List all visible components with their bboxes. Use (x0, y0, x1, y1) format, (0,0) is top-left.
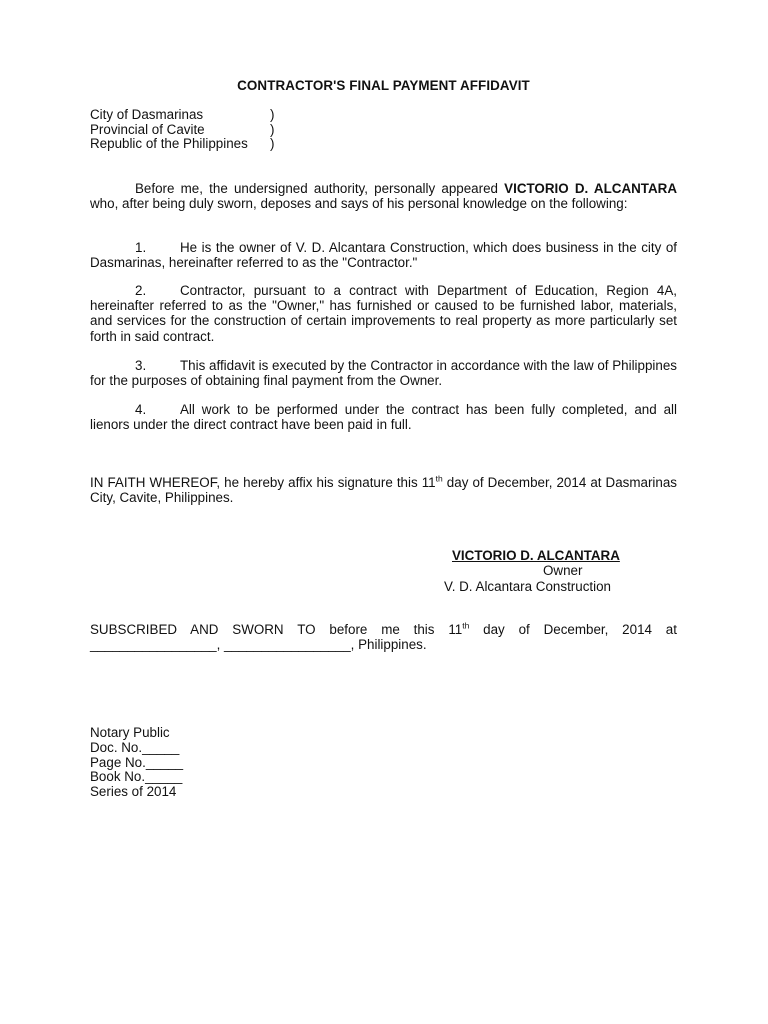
item-text: He is the owner of V. D. Alcantara Construction, which does business in the city of Dasmarinas, hereinafter referred to as the "Contractor." (90, 240, 677, 271)
signatory-company: V. D. Alcantara Construction (444, 578, 611, 594)
notary-public-label: Notary Public (90, 725, 170, 740)
venue-paren: ) (270, 136, 275, 152)
venue-city: City of Dasmarinas (90, 107, 204, 122)
venue-line-city (90, 108, 290, 123)
intro-after: who, after being duly sworn, deposes and says of his personal knowledge on the following: (90, 196, 628, 212)
item-number: 3. (135, 358, 147, 373)
venue-line-province (90, 123, 290, 138)
subscribed-superscript: th (462, 620, 470, 631)
item-3 (90, 358, 677, 388)
faith-before: IN FAITH WHEREOF, he hereby affix his signature this 11 (90, 475, 436, 490)
affiant-name: VICTORIO D. ALCANTARA (504, 181, 677, 196)
item-text: All work to be performed under the contract has been fully completed, and all lienors under the direct contract have been paid in full. (90, 402, 677, 433)
faith-superscript: th (435, 473, 443, 484)
book-no-line: Book No._____ (90, 769, 183, 785)
item-text: Contractor, pursuant to a contract with Department of Education, Region 4A, hereinafter referred to as the "Owner," has furnished or caused to be furnished labor, materials, and services for the construction of certain improvements to real property as more particularly set forth in said contract. (90, 283, 677, 344)
item-text: This affidavit is executed by the Contractor in accordance with the law of Philippines for the purposes of obtaining final payment from the Owner. (90, 358, 677, 389)
venue-line-republic (90, 137, 290, 152)
venue-paren: ) (270, 107, 275, 122)
subscribed-after: day of December, 2014 at _________________, _________________, Philippines. (90, 622, 677, 653)
item-4 (90, 402, 677, 432)
venue-block (90, 108, 290, 152)
signatory-name: VICTORIO D. ALCANTARA (452, 548, 620, 563)
venue-republic: Republic of the Philippines (90, 136, 248, 152)
faith-after: day of December, 2014 at Dasmarinas City, Cavite, Philippines. (90, 475, 677, 506)
intro-before: Before me, the undersigned authority, personally appeared (135, 181, 505, 196)
item-1 (90, 240, 677, 270)
intro-paragraph (90, 181, 677, 211)
item-number: 4. (135, 402, 147, 417)
subscribed-before: SUBSCRIBED AND SWORN TO before me this 11 (90, 622, 463, 637)
venue-paren: ) (270, 121, 275, 137)
item-2 (90, 283, 677, 344)
notary-block (90, 726, 183, 800)
affidavit-page (90, 0, 677, 1024)
document-title: CONTRACTOR'S FINAL PAYMENT AFFIDAVIT (237, 78, 530, 93)
venue-province: Provincial of Cavite (90, 121, 205, 137)
subscribed-paragraph (90, 622, 677, 652)
signatory-role: Owner (543, 563, 583, 579)
item-number: 2. (135, 283, 147, 298)
doc-no-line: Doc. No._____ (90, 739, 180, 755)
page-no-line: Page No._____ (90, 754, 184, 770)
signature-block (423, 548, 653, 594)
faith-paragraph (90, 475, 677, 505)
item-number: 1. (135, 240, 147, 255)
series-line: Series of 2014 (90, 784, 177, 800)
